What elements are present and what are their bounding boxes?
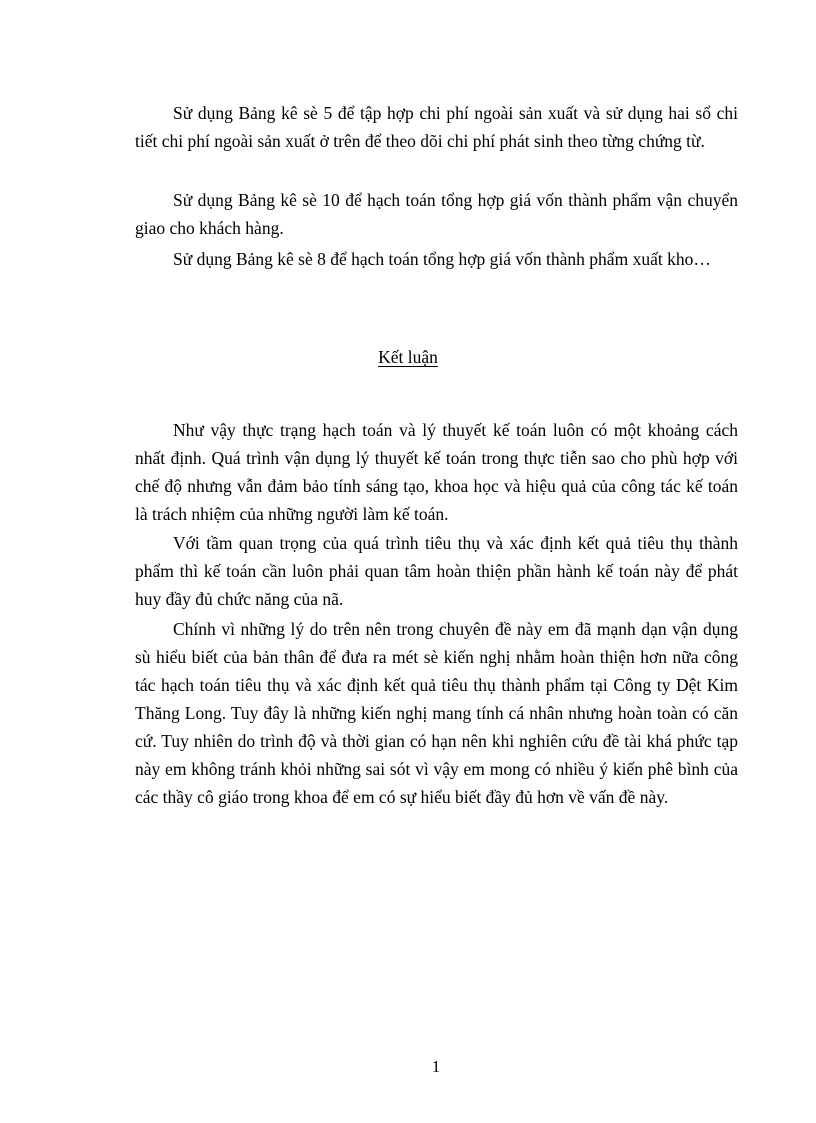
intro-paragraph-3: Sử dụng Bảng kê sè 8 để hạch toán tổng hợp giá vốn thành phẩm xuất kho… — [173, 249, 711, 269]
section-heading-wrapper — [0, 345, 816, 369]
conclusion-paragraph-3: Chính vì những lý do trên nên trong chuyên đề này em đã mạnh dạn vận dụng sù hiểu biết của bản thân để đưa ra mét sè kiến nghị nhằm hoàn thiện hơn nữa công tác hạch toán tiêu thụ và xác định kết quả tiêu thụ thành phẩm tại Công ty Dệt Kim Thăng Long. Tuy đây là những kiến nghị mang tính cá nhân nhưng hoàn toàn có căn cứ. Tuy nhiên do trình độ và thời gian có hạn nên khi nghiên cứu đề tài khá phức tạp này em không tránh khỏi những sai sót vì vậy em mong có nhiều ý kiến phê bình của các thầy cô giáo trong khoa để em có sự hiểu biết đầy đủ hơn về vấn đề này. — [135, 619, 738, 807]
intro-paragraph-1: Sử dụng Bảng kê sè 5 để tập hợp chi phí ngoài sản xuất và sử dụng hai sổ chi tiết chi phí ngoài sản xuất ở trên để theo dõi chi phí phát sinh theo từng chứng từ. — [135, 103, 738, 151]
intro-paragraph-2: Sử dụng Bảng kê sè 10 để hạch toán tổng hợp giá vốn thành phẩm vận chuyển giao cho khách hàng. — [135, 190, 738, 238]
conclusion-paragraph-2: Với tầm quan trọng của quá trình tiêu thụ và xác định kết quả tiêu thụ thành phẩm thì kế toán cần luôn phải quan tâm hoàn thiện phần hành kế toán này để phát huy đầy đủ chức năng của nã. — [135, 533, 738, 609]
page-number: 1 — [431, 1057, 441, 1076]
section-heading: Kết luận — [378, 347, 438, 367]
conclusion-paragraph-1: Như vậy thực trạng hạch toán và lý thuyết kế toán luôn có một khoảng cách nhất định. Quá trình vận dụng lý thuyết kế toán trong thực tiễn sao cho phù hợp với chế độ nhưng vẫn đảm bảo tính sáng tạo, khoa học và hiệu quả của công tác kế toán là trách nhiệm của những người làm kế toán. — [135, 420, 738, 524]
